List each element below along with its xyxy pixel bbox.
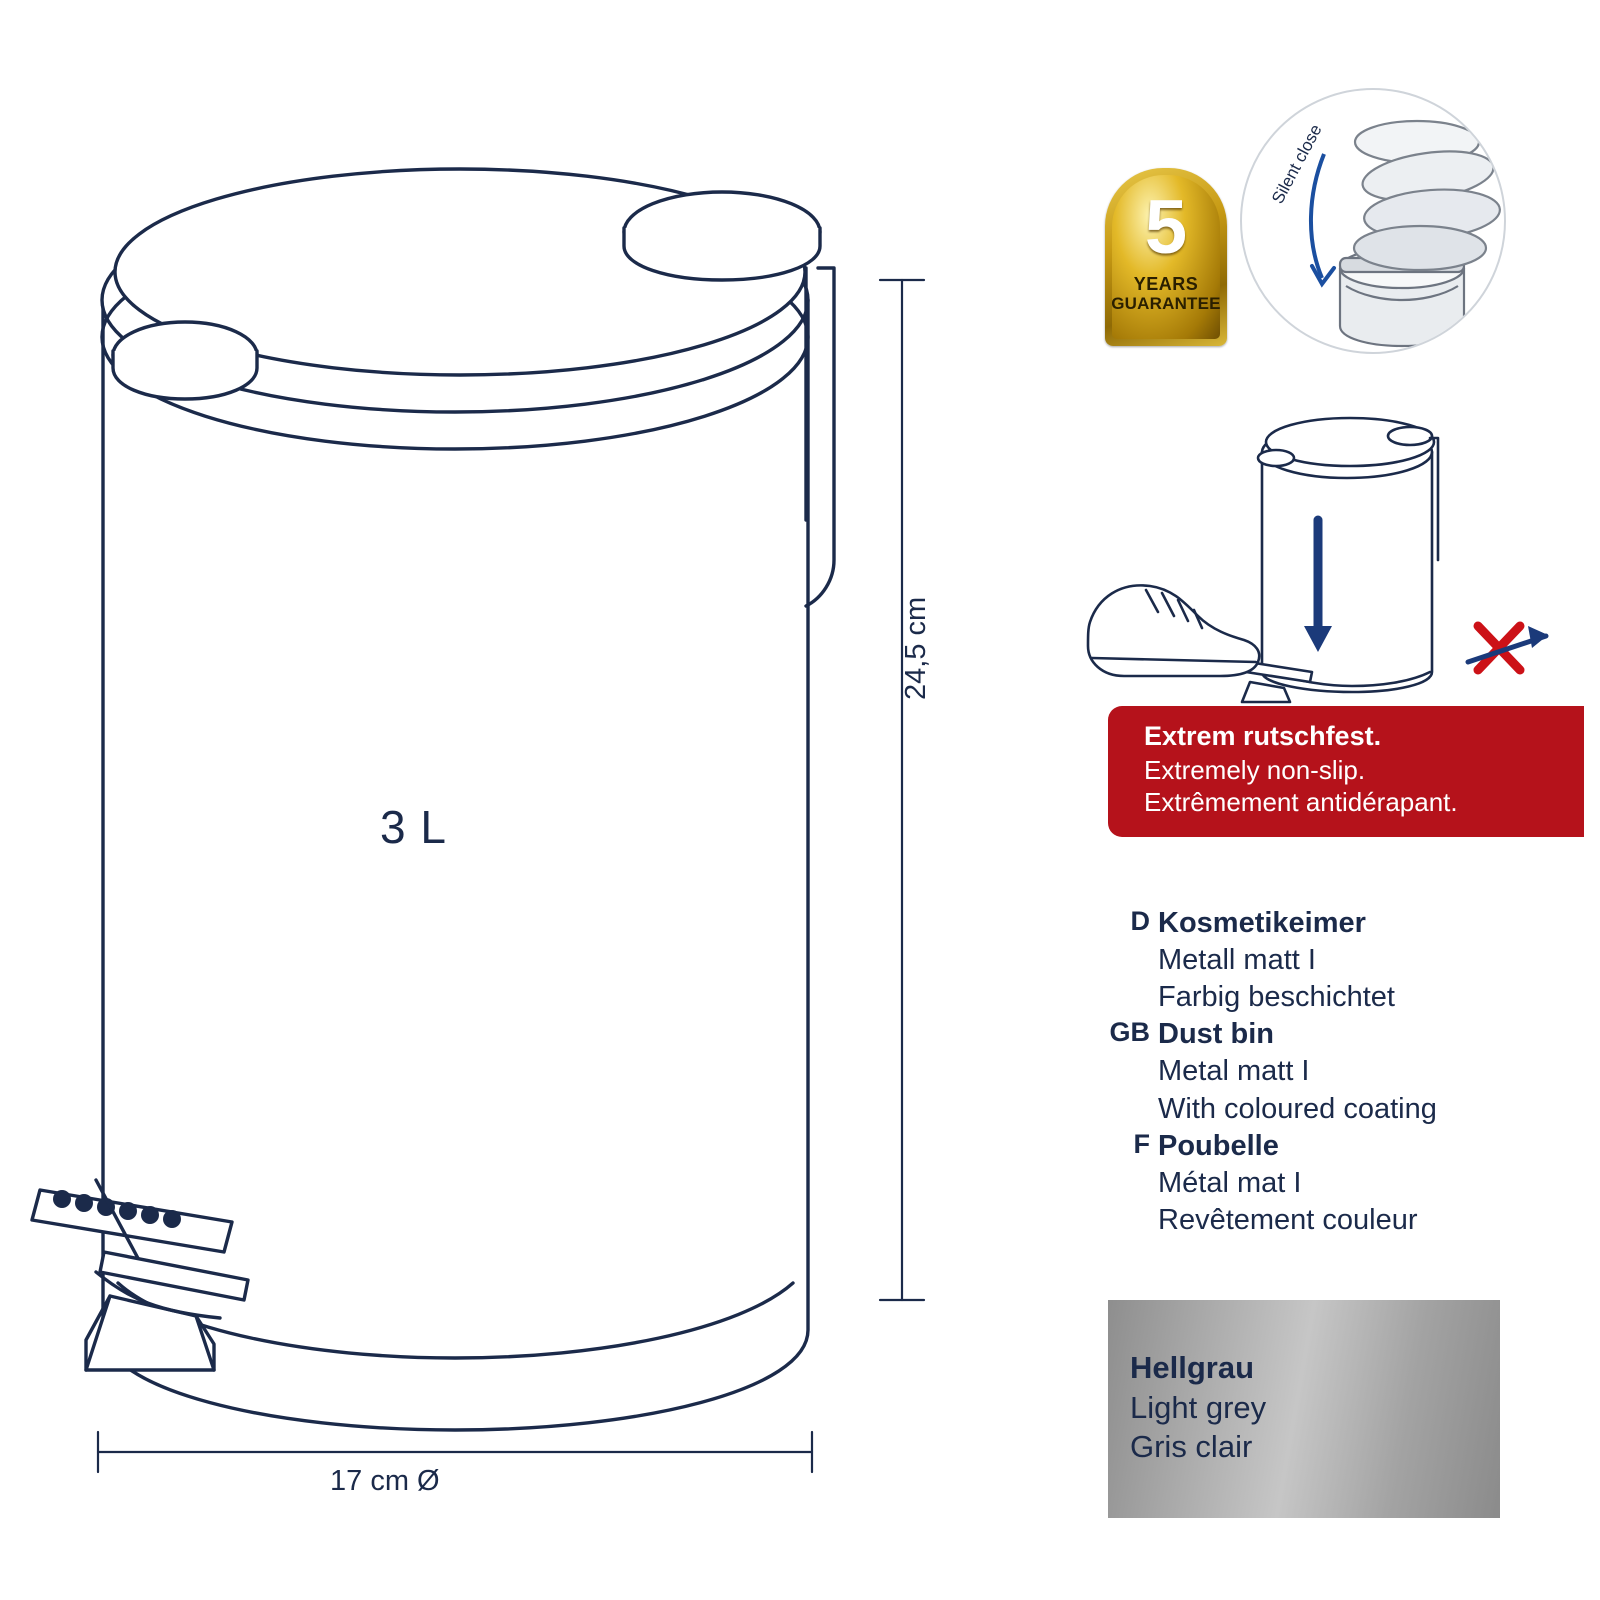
lang-code-gb: GB bbox=[1109, 1017, 1150, 1048]
bin-small-outline bbox=[1258, 418, 1438, 692]
width-dimension-line bbox=[98, 1432, 812, 1472]
banner-line-fr: Extrêmement antidérapant. bbox=[1144, 787, 1458, 818]
product-title-de: Kosmetikeimer bbox=[1158, 907, 1366, 939]
non-slip-banner bbox=[1108, 706, 1584, 837]
volume-label: 3 L bbox=[380, 801, 447, 853]
lang-code-fr: F bbox=[1133, 1128, 1150, 1159]
banner-line-de: Extrem rutschfest. bbox=[1144, 721, 1382, 751]
width-dimension-label: 17 cm Ø bbox=[330, 1465, 440, 1497]
height-dimension-label: 24,5 cm bbox=[900, 596, 932, 700]
name-body-gb bbox=[1158, 1016, 1600, 1127]
name-body-de bbox=[1158, 905, 1600, 1016]
height-dimension-line bbox=[880, 280, 924, 1300]
badge-years-label: YEARS bbox=[1133, 274, 1199, 294]
name-body-fr bbox=[1158, 1128, 1600, 1239]
silent-close-caption: Silent close bbox=[1268, 121, 1326, 207]
lid-arm-rod bbox=[806, 268, 834, 606]
down-arrow-icon bbox=[1311, 154, 1334, 284]
swatch-labels bbox=[1130, 1348, 1266, 1467]
swatch-name-fr: Gris clair bbox=[1130, 1429, 1253, 1465]
bin-body-outline bbox=[103, 300, 808, 1430]
product-line-de-2: Farbig beschichtet bbox=[1158, 981, 1395, 1014]
product-title-fr: Poubelle bbox=[1158, 1129, 1279, 1162]
shoe-icon bbox=[1088, 585, 1259, 676]
product-name-gb bbox=[1040, 1016, 1600, 1127]
guarantee-shield-icon bbox=[1105, 168, 1227, 346]
product-line-fr-2: Revêtement couleur bbox=[1158, 1203, 1418, 1236]
right-info-column bbox=[1040, 0, 1600, 1600]
product-line-gb-1: Metal matt I bbox=[1158, 1055, 1310, 1088]
banner-line-en: Extremely non-slip. bbox=[1144, 754, 1366, 785]
product-name-list bbox=[1040, 905, 1600, 1239]
silent-close-ring bbox=[1240, 88, 1506, 354]
badge-guarantee-label: GUARANTEE bbox=[1111, 294, 1221, 313]
swatch-name-en: Light grey bbox=[1130, 1389, 1267, 1425]
badge-number: 5 bbox=[1144, 185, 1188, 270]
colour-swatch bbox=[1108, 1300, 1500, 1518]
product-name-fr bbox=[1040, 1128, 1600, 1239]
product-line-fr-1: Métal mat I bbox=[1158, 1166, 1302, 1199]
product-line-de-1: Metall matt I bbox=[1158, 944, 1316, 977]
product-line-gb-2: With coloured coating bbox=[1158, 1092, 1437, 1125]
foot-pedal-illustration bbox=[1080, 390, 1560, 710]
product-title-gb: Dust bin bbox=[1158, 1018, 1274, 1051]
lang-code-de: D bbox=[1130, 906, 1150, 936]
product-name-de bbox=[1040, 905, 1600, 1016]
silent-close-illustration bbox=[1240, 88, 1506, 354]
lid-motion-frames bbox=[1354, 121, 1502, 270]
swatch-name-de: Hellgrau bbox=[1130, 1350, 1255, 1385]
